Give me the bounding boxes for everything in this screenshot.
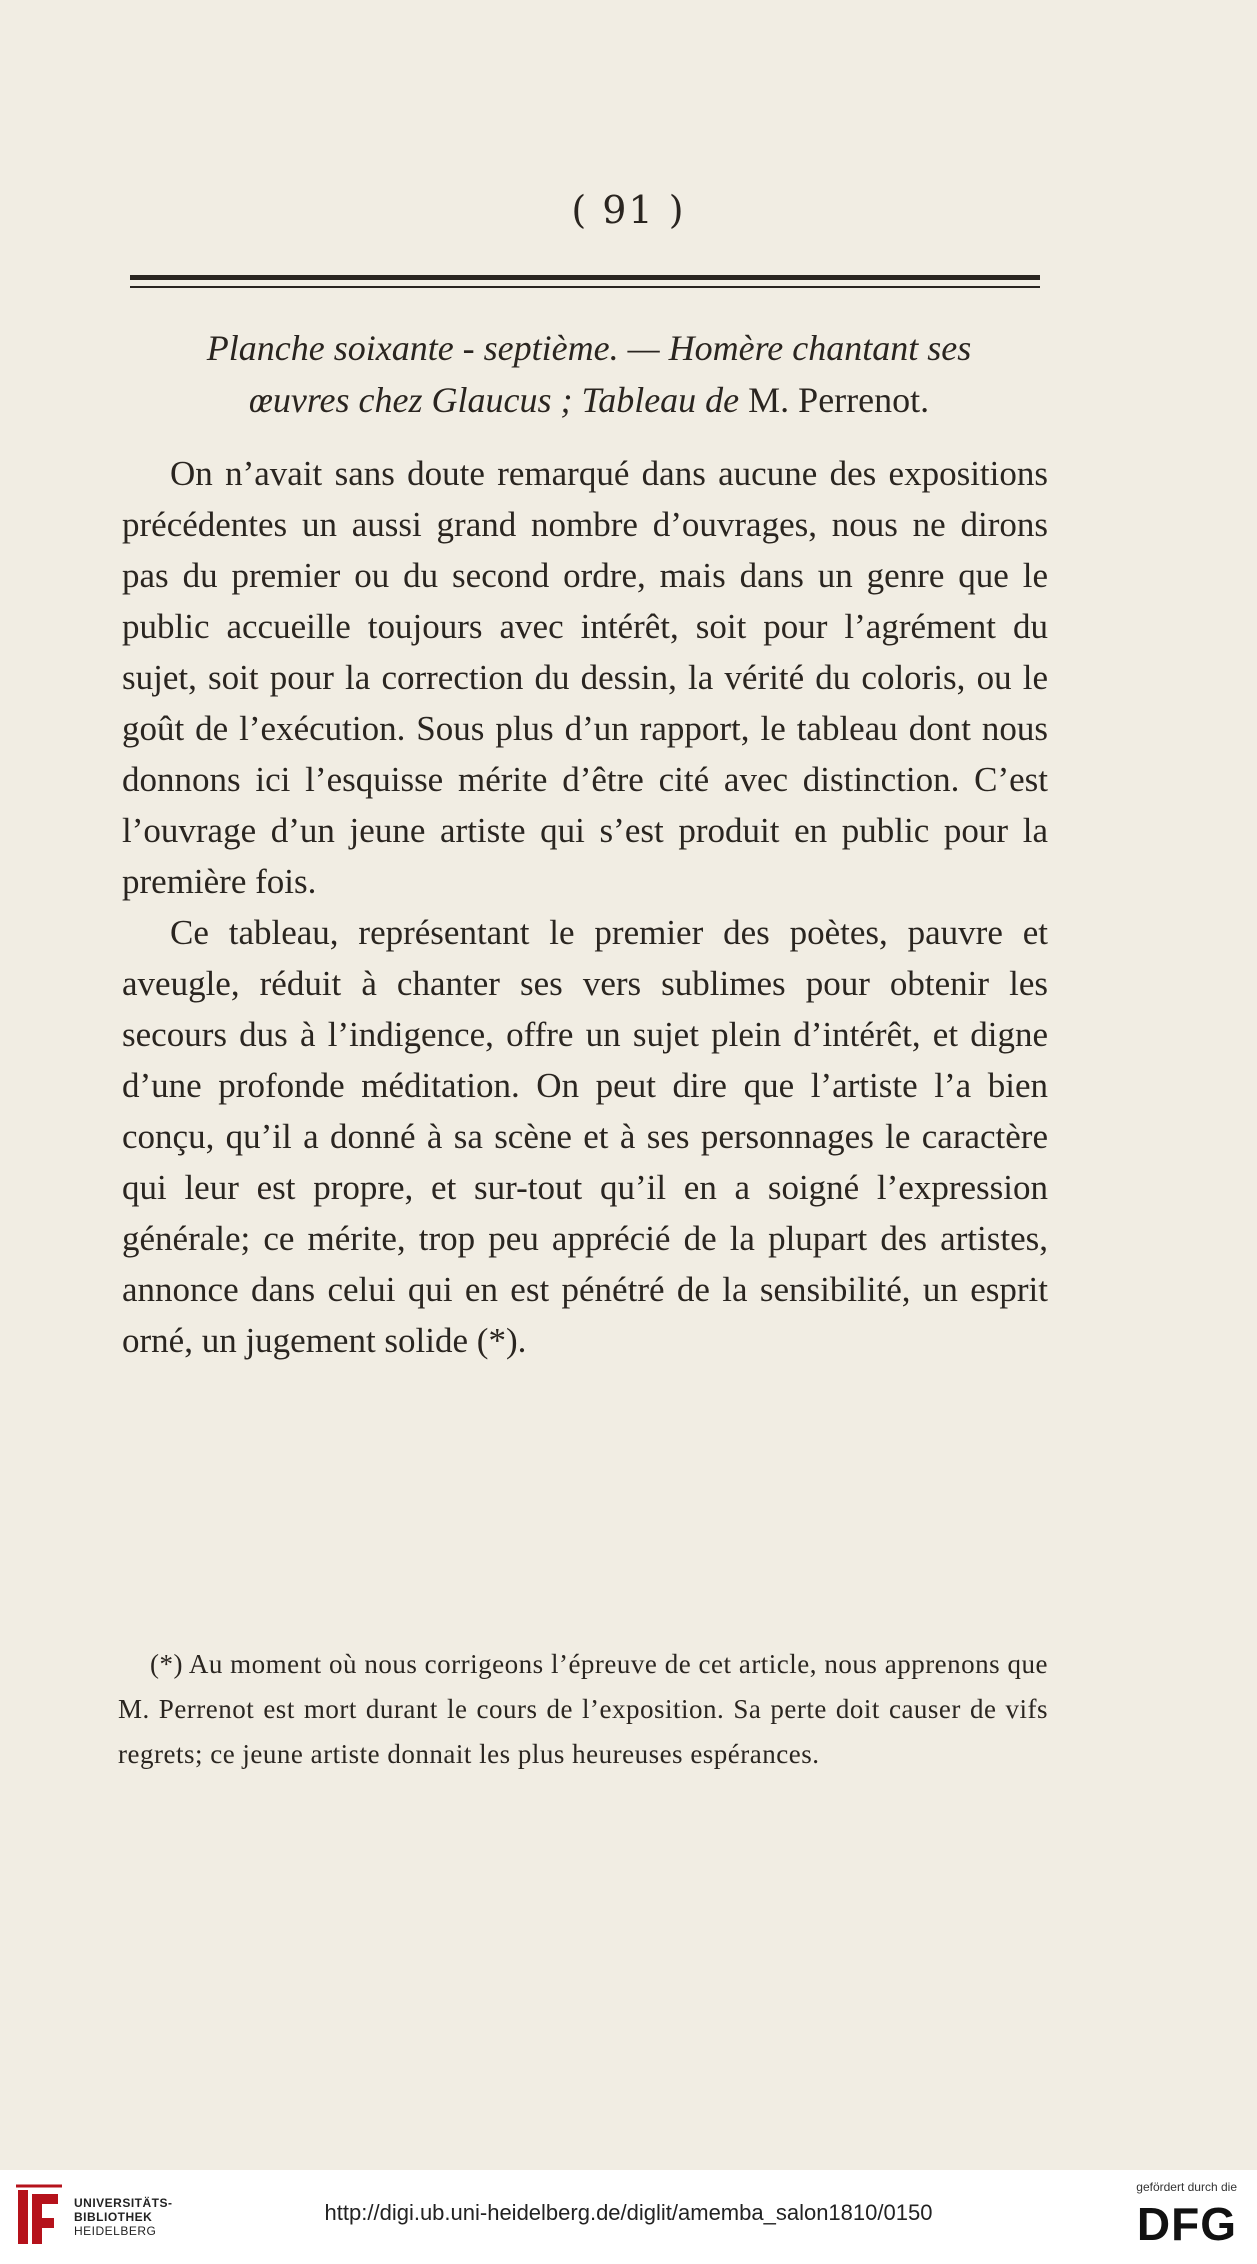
caption-line-1: Planche soixante - septième. — Homère chantant ses [206, 328, 972, 368]
header-rule-thin [130, 286, 1040, 288]
page-number: ( 91 ) [571, 188, 686, 232]
library-line-1: UNIVERSITÄTS- [74, 2196, 173, 2210]
paragraph-1: On n’avait sans doute remarqué dans aucune des expositions précédentes un aussi grand nombre d’ouvrages, nous ne dirons pas du premier ou du second ordre, mais dans un genre que le public accueille toujours avec intérêt, soit pour l’agrément du sujet, soit pour la correction du dessin, la vérité du coloris, ou le goût de l’exécution. Sous plus d’un rapport, le tableau dont nous donnons ici l’esquisse mérite d’être cité avec distinction. C’est l’ouvrage d’un jeune artiste qui s’est produit en public pour la première fois. [122, 454, 1048, 901]
caption-line-2-italic: œuvres chez Glaucus ; Tableau de [248, 380, 749, 420]
viewer-footer [0, 2170, 1257, 2264]
funder-label: gefördert durch die [1136, 2180, 1237, 2194]
footnote-text: (*) Au moment où nous corrigeons l’épreuve de cet article, nous apprenons que M. Perrenot est mort durant le cours de l’exposition. Sa perte doit causer de vifs regrets; ce jeune artiste donnait les plus heureuses espérances. [118, 1649, 1048, 1769]
library-line-3: HEIDELBERG [74, 2224, 157, 2238]
library-line-2: BIBLIOTHEK [74, 2210, 153, 2224]
body-text [122, 448, 1048, 1366]
header-rule-thick [130, 275, 1040, 280]
caption-line-2-upright: M. Perrenot. [748, 380, 930, 420]
caption-line-2 [128, 374, 1050, 426]
dfg-logo: DFG [1136, 2198, 1237, 2250]
funder-block [1136, 2180, 1237, 2250]
plate-caption [128, 322, 1050, 426]
permalink-url[interactable]: http://digi.ub.uni-heidelberg.de/diglit/amemba_salon1810/0150 [324, 2200, 933, 2225]
paragraph-2: Ce tableau, représentant le premier des poètes, pauvre et aveugle, réduit à chanter ses vers sublimes pour obtenir les secours dus à l’indigence, offre un sujet plein d’intérêt, et digne d’une profonde méditation. On peut dire que l’artiste l’a bien conçu, qu’il a donné à sa scène et à ses personnages le caractère qui leur est propre, et sur-tout qu’il en a soigné l’expression générale; ce mérite, trop peu apprécié de la plupart des artistes, annonce dans celui qui en est pénétré de la sensibilité, un esprit orné, un jugement solide (*). [122, 913, 1048, 1360]
footnote [118, 1642, 1048, 1777]
